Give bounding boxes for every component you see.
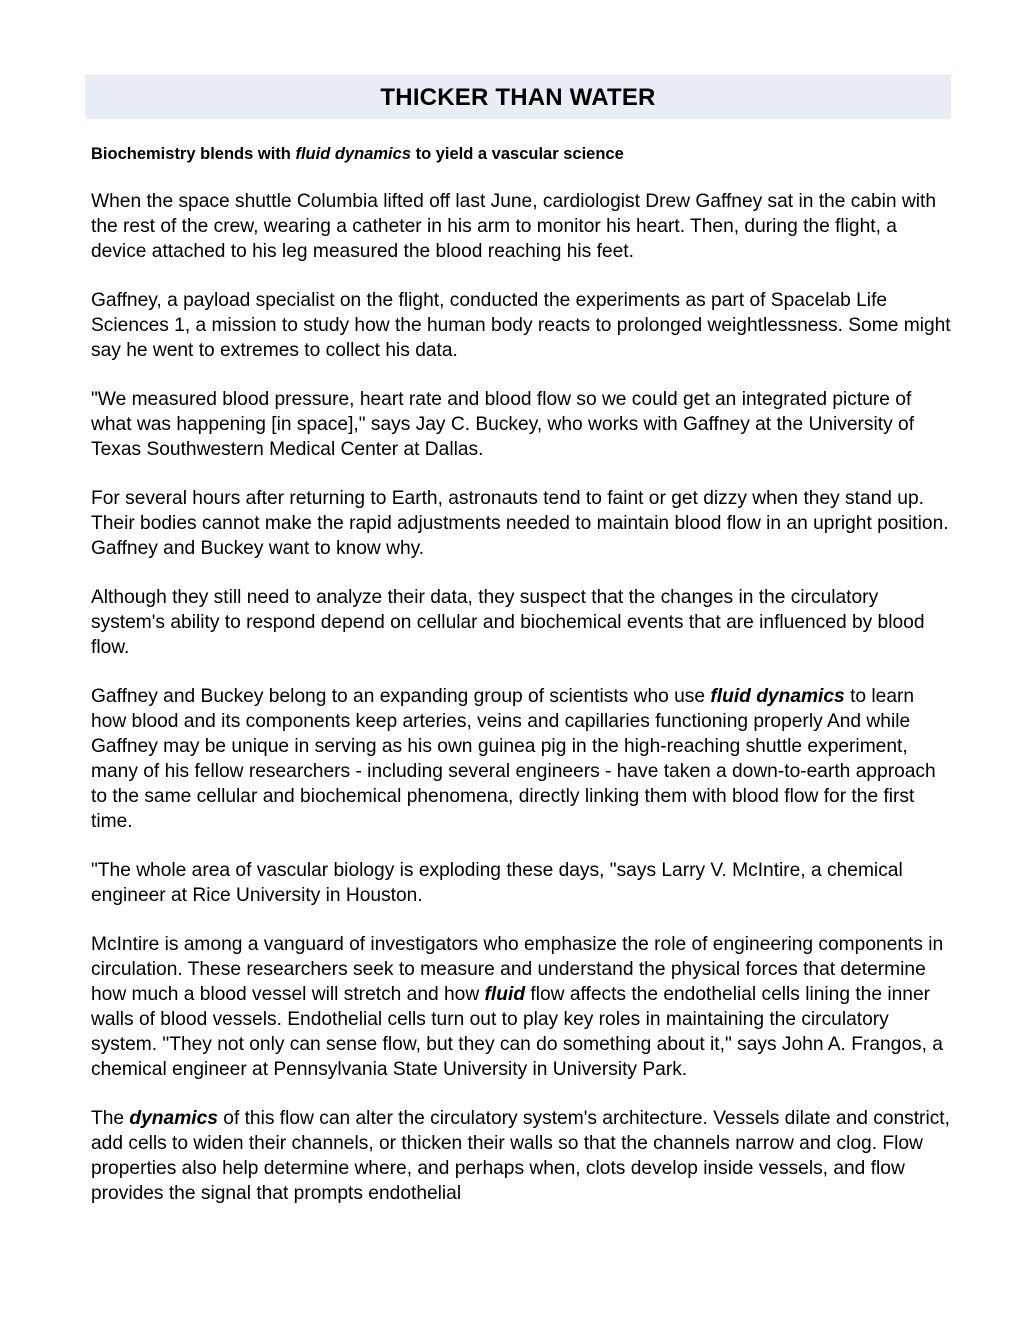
subtitle-emphasis: fluid dynamics (295, 145, 411, 163)
paragraph-9 (91, 1106, 953, 1206)
subtitle-text-after: to yield a vascular science (411, 145, 624, 163)
title-banner (85, 75, 951, 119)
paragraph-8-before: McIntire is among a vanguard of investigators who emphasize the role of engineering components in circulation. These researchers seek to measure and understand the physical forces that determine how much a blood vessel will stretch and how (91, 934, 944, 1005)
paragraph-7: "The whole area of vascular biology is exploding these days, "says Larry V. McIntire, a chemical engineer at Rice University in Houston. (91, 860, 903, 906)
paragraph-9-before: The (91, 1108, 130, 1129)
subtitle-text-before: Biochemistry blends with (91, 145, 296, 163)
paragraph-1: When the space shuttle Columbia lifted off last June, cardiologist Drew Gaffney sat in the cabin with the rest of the crew, wearing a catheter in his arm to monitor his heart. Then, during the flight, a device attached to his leg measured the blood reaching his feet. (91, 191, 937, 262)
paragraph-9-after: of this flow can alter the circulatory system's architecture. Vessels dilate and constrict, add cells to widen their channels, or thicken their walls so that the channels narrow and clog. Flow properties also help determine where, and perhaps when, clots develop inside vessels, and flow provides the signal that prompts endothelial (91, 1108, 950, 1204)
paragraph-9-emphasis: dynamics (129, 1108, 218, 1129)
article-body (91, 142, 953, 1230)
paragraph-4: For several hours after returning to Earth, astronauts tend to faint or get dizzy when they stand up. Their bodies cannot make the rapid adjustments needed to maintain blood flow in an upright position. Gaffney and Buckey want to know why. (91, 488, 949, 559)
paragraph-5: Although they still need to analyze their data, they suspect that the changes in the circulatory system's ability to respond depend on cellular and biochemical events that are influenced by blood flow. (91, 587, 925, 658)
paragraph-8-emphasis: fluid (484, 984, 526, 1005)
paragraph-2: Gaffney, a payload specialist on the flight, conducted the experiments as part of Spacelab Life Sciences 1, a mission to study how the human body reacts to prolonged weightlessness. Some might say he went to extremes to collect his data. (91, 290, 951, 361)
page-title: THICKER THAN WATER (380, 83, 656, 111)
paragraph-6-before: Gaffney and Buckey belong to an expanding group of scientists who use (91, 686, 711, 707)
paragraph-6-after: to learn how blood and its components keep arteries, veins and capillaries functioning properly And while Gaffney may be unique in serving as his own guinea pig in the high-reaching shuttle experiment, many of his fellow researchers - including several engineers - have taken a down-to-earth approach to the same cellular and biochemical phenomena, directly linking them with blood flow for the first time. (91, 686, 936, 832)
paragraph-6-emphasis: fluid dynamics (710, 686, 845, 707)
paragraph-8-after: flow affects the endothelial cells lining the inner walls of blood vessels. Endothelial cells turn out to play key roles in maintaining the circulatory system. "They not only can sense flow, but they can do something about it," says John A. Frangos, a chemical engineer at Pennsylvania State University in University Park. (91, 984, 943, 1080)
article-subtitle (91, 142, 953, 166)
paragraph-6 (91, 684, 953, 834)
paragraph-3: "We measured blood pressure, heart rate and blood flow so we could get an integrated picture of what was happening [in space]," says Jay C. Buckey, who works with Gaffney at the University of Texas Southwestern Medical Center at Dallas. (91, 389, 915, 460)
paragraph-8 (91, 932, 953, 1082)
